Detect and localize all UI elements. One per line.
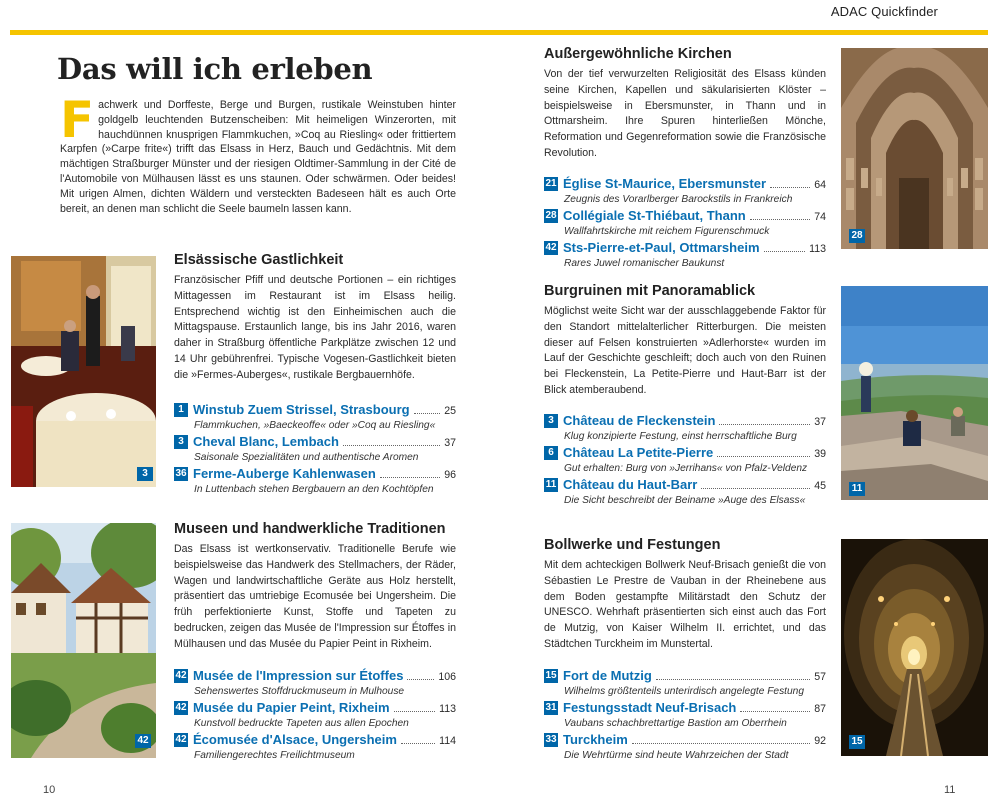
header-accent-bar: [10, 30, 988, 35]
entry-list: [544, 668, 826, 763]
leader-dots: [414, 413, 441, 414]
entry-list: [174, 402, 456, 497]
section-kirchen: [544, 46, 826, 272]
entry-link[interactable]: Musée du Papier Peint, Rixheim: [193, 699, 390, 715]
entry-list: [544, 413, 826, 508]
intro-text: achwerk und Dorffeste, Berge und Burgen, rustikale Weinstuben hinter goldgelb leuchtenden Butzenscheiben: Mit heimeligen Winzerorten, mit hauchdünnen knusprigen Flammkuchen, »Coq au Riesling« oder frittiertem Karpfen (»Carpe frite«) trifft das Elsass in Herz, Bauch und Gedächtnis. Mit dem mächtigen Straßburger Münster und der riesigen Oldtimer-Sammlung in der Cité de l'Automobile von Mülhausen lässt es uns staunen. Oder schwärmen. Oder beides! Mit urigen Almen, dichten Wäldern und versteckten Badeseen hält es auch Orte bereit, an denen man schlicht die Seele baumeln lassen kann.: [60, 99, 456, 215]
leader-dots: [770, 187, 810, 188]
page-number-left: 10: [43, 784, 56, 796]
section-burgruinen: [544, 283, 826, 509]
intro-paragraph: [60, 91, 456, 216]
list-item[interactable]: [174, 434, 456, 465]
list-item[interactable]: [174, 732, 456, 763]
leader-dots: [719, 424, 810, 425]
entry-number-badge: 28: [545, 210, 557, 222]
entry-page-number: 96: [444, 468, 456, 481]
entry-link[interactable]: Écomusée d'Alsace, Ungersheim: [193, 731, 397, 747]
section-body: Mit dem achteckigen Bollwerk Neuf-Brisach genießt die von Sébastien Le Prestre de Vauban in der Rheinebene aus dem Boden gestampfte Militärstadt den Schutz der UNESCO. Wehrhaft präsentierten sich einst auch das Fort de Mutzig, von Kaiser Wilhelm II. errichtet, und das Städtchen Turckheim im Munstertal.: [544, 559, 826, 650]
entry-link[interactable]: Château de Fleckenstein: [563, 412, 716, 428]
entry-link[interactable]: Ferme-Auberge Kahlenwasen: [193, 465, 376, 481]
entry-page-number: 37: [814, 415, 826, 428]
intro-dropcap: F: [60, 91, 95, 149]
leader-dots: [343, 445, 440, 446]
section-body: Das Elsass ist wertkonservativ. Traditionelle Berufe wie beispielsweise das Handwerk des Stellmachers, der Räder, Wagen und landwirtschaftliche Geräte aus Holz herstellt, präsentiert das umtriebige Ecomusée bei Ungersheim. Die früh perfektionierte Kunst, Stoffe und Tapeten zu bedrucken, zeigen das Musée de l'Impression sur Étoffes in Mülhausen und das Musée du Papier Peint in Rixheim.: [174, 543, 456, 650]
entry-subtitle: Sehenswertes Stoffdruckmuseum in Mulhouse: [194, 685, 405, 697]
section-title: Außergewöhnliche Kirchen: [544, 46, 732, 62]
section-gastlichkeit: [174, 252, 456, 498]
entry-link[interactable]: Église St-Maurice, Ebersmunster: [563, 175, 767, 191]
entry-link[interactable]: Musée de l'Impression sur Étoffes: [193, 667, 404, 683]
entry-number-badge: 6: [544, 446, 558, 460]
leader-dots: [764, 251, 806, 252]
entry-page-number: 87: [814, 702, 826, 715]
page-number-right: 11: [944, 784, 956, 796]
castle-view-photo: [841, 286, 988, 500]
entry-link[interactable]: Collégiale St-Thiébaut, Thann: [563, 207, 746, 223]
entry-page-number: 25: [444, 404, 456, 417]
list-item[interactable]: [544, 176, 826, 207]
entry-subtitle: Wallfahrtskirche mit reichem Figurenschmuck: [564, 225, 770, 237]
section-bollwerke: [544, 537, 826, 764]
list-item[interactable]: [544, 240, 826, 271]
entry-page-number: 39: [814, 447, 826, 460]
list-item[interactable]: [174, 466, 456, 497]
entry-subtitle: Saisonale Spezialitäten und authentische Aromen: [194, 451, 419, 463]
leader-dots: [717, 456, 810, 457]
section-body: Von der tief verwurzelten Religiosität des Elsass künden seine Kirchen, Kapellen und säkularisierten Klöster – beispielsweise in Ebersmunster, in Thann und in Ottmarsheim. Ihre Spuren hinterließen Mönche, Reformation und Gegenreformation sowie die Französische Revolution.: [544, 68, 826, 159]
leader-dots: [632, 743, 810, 744]
photo-badge: 3: [137, 467, 153, 481]
entry-page-number: 92: [814, 734, 826, 747]
entry-subtitle: Flammkuchen, »Baeckeoffe« oder »Coq au Riesling«: [194, 419, 436, 431]
entry-subtitle: Rares Juwel romanischer Baukunst: [564, 257, 725, 269]
entry-subtitle: Kunstvoll bedruckte Tapeten aus allen Epochen: [194, 717, 409, 729]
entry-number-badge: 42: [175, 670, 187, 682]
list-item[interactable]: [544, 413, 826, 444]
entry-subtitle: Familiengerechtes Freilichtmuseum: [194, 749, 355, 761]
leader-dots: [656, 679, 810, 680]
entry-number-badge: 31: [545, 702, 557, 714]
ecomusee-photo: [11, 523, 156, 758]
entry-number-badge: 42: [175, 702, 187, 714]
photo-badge: 28: [849, 229, 865, 243]
entry-number-badge: 33: [545, 734, 557, 746]
fort-tunnel-photo: [841, 539, 988, 756]
entry-page-number: 114: [439, 734, 456, 747]
restaurant-photo: [11, 256, 156, 487]
list-item[interactable]: [544, 700, 826, 731]
leader-dots: [750, 219, 810, 220]
leader-dots: [701, 488, 810, 489]
entry-subtitle: Klug konzipierte Festung, einst herrschaftliche Burg: [564, 430, 797, 442]
entry-link[interactable]: Fort de Mutzig: [563, 667, 652, 683]
entry-page-number: 113: [439, 702, 456, 715]
entry-list: [174, 668, 456, 763]
entry-subtitle: Gut erhalten: Burg von »Jerrihans« von Pfalz-Veldenz: [564, 462, 808, 474]
section-body: Französischer Pfiff und deutsche Portionen – ein richtiges Mittagessen im Restaurant ist im Elsass heilig. Entsprechend wichtig ist den Einheimischen auch die Mittagspause. Erstaunlich lange, bis ins Jahr 2016, waren daher in Straßburg öffentliche Parkplätze zwischen 12 und 14 Uhr gebührenfrei. Typische Vogesen-Gastlichkeit bieten die »Fermes-Auberges«, rustikale Bergbauernhöfe.: [174, 274, 456, 381]
entry-page-number: 64: [814, 178, 826, 191]
entry-list: [544, 176, 826, 271]
entry-subtitle: Die Sicht beschreibt der Beiname »Auge des Elsass«: [564, 494, 806, 506]
list-item[interactable]: [174, 700, 456, 731]
entry-number-badge: 3: [544, 414, 558, 428]
leader-dots: [407, 679, 434, 680]
entry-number-badge: 42: [175, 734, 187, 746]
photo-badge: 11: [849, 482, 865, 496]
list-item[interactable]: [174, 668, 456, 699]
entry-subtitle: Die Wehrtürme sind heute Wahrzeichen der Stadt: [564, 749, 789, 761]
entry-number-badge: 42: [545, 242, 557, 254]
entry-link[interactable]: Château La Petite-Pierre: [563, 444, 714, 460]
entry-subtitle: In Luttenbach stehen Bergbauern an den Kochtöpfen: [194, 483, 434, 495]
brand-label: ADAC Quickfinder: [830, 4, 938, 19]
entry-subtitle: Vaubans schachbrettartige Bastion am Oberrhein: [564, 717, 787, 729]
leader-dots: [380, 477, 440, 478]
section-title: Museen und handwerkliche Traditionen: [174, 521, 446, 537]
entry-page-number: 57: [814, 670, 826, 683]
leader-dots: [740, 711, 810, 712]
entry-page-number: 106: [438, 670, 456, 683]
entry-link[interactable]: Turckheim: [563, 731, 628, 747]
entry-number-badge: 21: [545, 178, 557, 190]
leader-dots: [401, 743, 435, 744]
entry-page-number: 113: [809, 242, 826, 255]
page-title: Das will ich erleben: [57, 52, 373, 86]
entry-link[interactable]: Festungsstadt Neuf-Brisach: [563, 699, 737, 715]
section-title: Elsässische Gastlichkeit: [174, 252, 344, 268]
entry-subtitle: Wilhelms größtenteils unterirdisch angelegte Festung: [564, 685, 804, 697]
section-museen: [174, 521, 456, 764]
entry-link[interactable]: Winstub Zuem Strissel, Strasbourg: [193, 401, 410, 417]
church-portal-photo: [841, 48, 988, 249]
entry-number-badge: 3: [174, 435, 188, 449]
section-body: Möglichst weite Sicht war der ausschlaggebende Faktor für den Standort mittelalterlicher Ritterburgen. Die meisten dieser auf Felsen konstruierten »Adlerhorste« wurden im Lauf der Geschichte geschleift; doch auch von den Ruinen bei Fleckenstein, La Petite-Pierre und Haut-Barr ist der Blick atemberaubend.: [544, 305, 826, 396]
list-item[interactable]: [174, 402, 456, 433]
entry-page-number: 37: [444, 436, 456, 449]
entry-page-number: 45: [814, 479, 826, 492]
section-title: Bollwerke und Festungen: [544, 537, 721, 553]
list-item[interactable]: [544, 445, 826, 476]
photo-badge: 15: [849, 735, 865, 749]
list-item[interactable]: [544, 208, 826, 239]
entry-link[interactable]: Cheval Blanc, Lembach: [193, 433, 339, 449]
entry-subtitle: Zeugnis des Vorarlberger Barockstils in Frankreich: [564, 193, 793, 205]
list-item[interactable]: [544, 668, 826, 699]
entry-link[interactable]: Château du Haut-Barr: [563, 476, 698, 492]
entry-number-badge: 1: [174, 403, 188, 417]
leader-dots: [394, 711, 436, 712]
entry-number-badge: 36: [175, 468, 187, 480]
list-item[interactable]: [544, 477, 826, 508]
entry-number-badge: 15: [545, 670, 557, 682]
list-item[interactable]: [544, 732, 826, 763]
photo-badge: 42: [135, 734, 151, 748]
entry-page-number: 74: [814, 210, 826, 223]
entry-number-badge: 11: [545, 479, 557, 491]
section-title: Burgruinen mit Panoramablick: [544, 283, 756, 299]
entry-link[interactable]: Sts-Pierre-et-Paul, Ottmarsheim: [563, 239, 760, 255]
